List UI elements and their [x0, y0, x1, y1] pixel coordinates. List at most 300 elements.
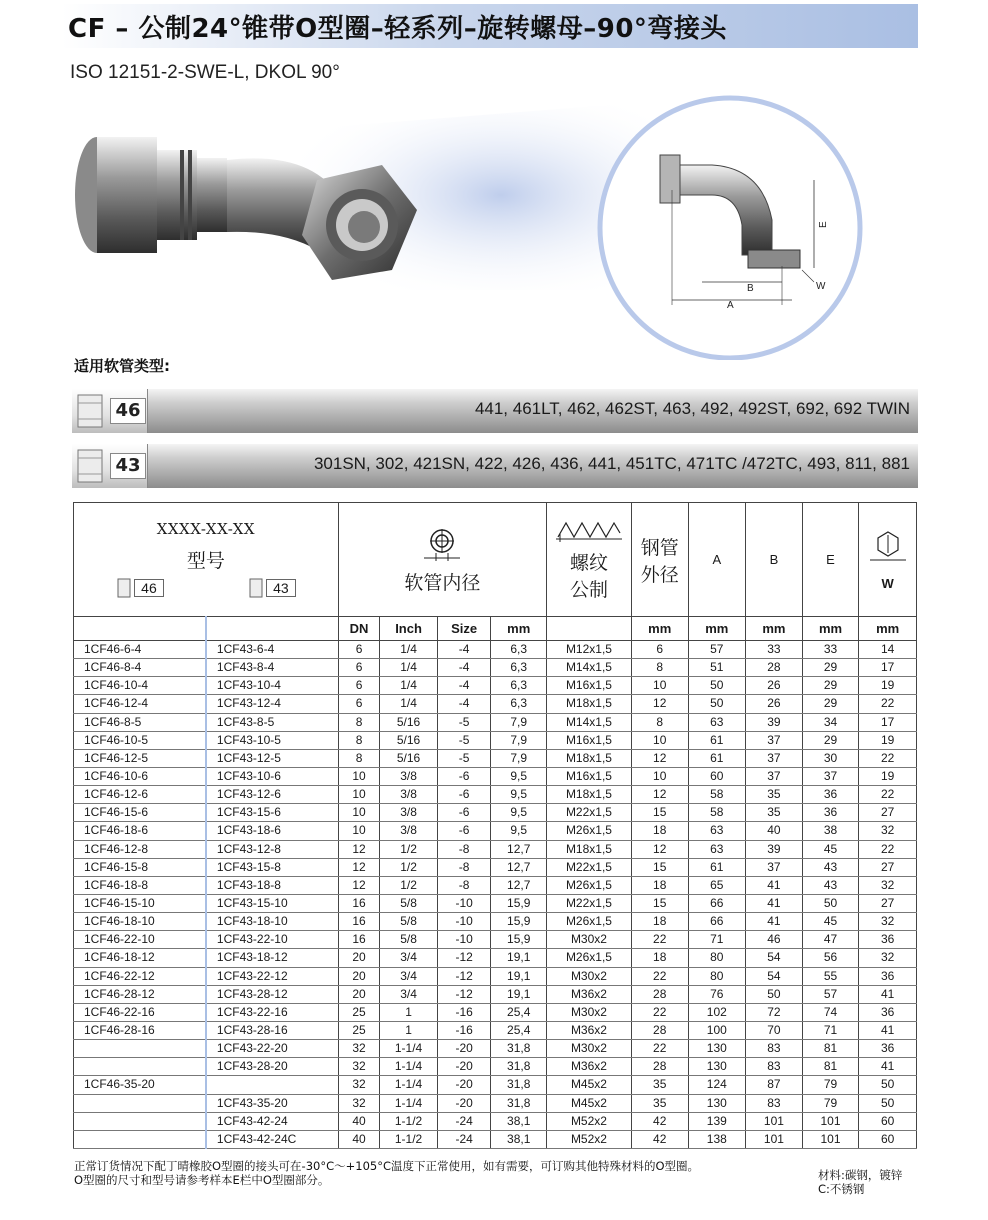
table-cell: 12,7	[491, 858, 547, 876]
model-label: 型号	[186, 551, 225, 572]
footer-note	[74, 1159, 699, 1187]
table-cell: 1CF43-10-5	[206, 731, 338, 749]
table-cell: 25	[338, 1003, 379, 1021]
table-row	[74, 858, 917, 876]
table-cell: 3/4	[380, 949, 438, 967]
table-cell: 10	[338, 822, 379, 840]
table-cell: 43	[802, 858, 859, 876]
table-row	[74, 967, 917, 985]
table-cell: 10	[338, 767, 379, 785]
table-row	[74, 822, 917, 840]
table-cell: 1CF46-12-8	[74, 840, 206, 858]
table-cell: 130	[688, 1040, 746, 1058]
table-cell: 22	[859, 749, 917, 767]
table-cell: -24	[437, 1112, 491, 1130]
table-cell: 6,3	[491, 641, 547, 659]
table-cell: M36x2	[547, 1058, 632, 1076]
hose-id-label: 软管内径	[404, 572, 481, 594]
table-cell: 35	[631, 1076, 688, 1094]
table-cell: M22x1,5	[547, 858, 632, 876]
table-cell: 76	[688, 985, 746, 1003]
table-row	[74, 913, 917, 931]
table-cell: 37	[746, 749, 803, 767]
table-cell: 54	[746, 949, 803, 967]
table-cell: 27	[859, 858, 917, 876]
table-cell: 101	[802, 1112, 859, 1130]
hose-section-label: 适用软管类型:	[74, 357, 170, 375]
table-cell: 55	[802, 967, 859, 985]
table-cell: 15,9	[491, 931, 547, 949]
table-cell: 3/8	[380, 822, 438, 840]
table-cell: 7,9	[491, 749, 547, 767]
table-cell: M14x1,5	[547, 713, 632, 731]
table-row	[74, 876, 917, 894]
table-cell: 1	[380, 1021, 438, 1039]
hose-bar-46	[72, 389, 918, 433]
table-cell: 18	[631, 822, 688, 840]
table-cell: 101	[802, 1130, 859, 1148]
table-cell: 29	[802, 695, 859, 713]
table-cell: 6	[338, 695, 379, 713]
table-cell: 63	[688, 713, 746, 731]
table-cell: -12	[437, 949, 491, 967]
fitting-icon	[72, 444, 110, 488]
table-cell: 8	[338, 749, 379, 767]
table-cell: 63	[688, 840, 746, 858]
table-cell: 19,1	[491, 985, 547, 1003]
table-cell: 101	[746, 1130, 803, 1148]
table-cell: 1CF43-12-5	[206, 749, 338, 767]
table-cell: 15,9	[491, 913, 547, 931]
table-cell: 50	[859, 1094, 917, 1112]
table-cell: 6	[631, 641, 688, 659]
table-cell: 41	[859, 1058, 917, 1076]
unit-mm: mm	[491, 617, 547, 641]
table-cell: 16	[338, 931, 379, 949]
table-cell: 10	[631, 731, 688, 749]
table-row	[74, 931, 917, 949]
table-cell: 40	[338, 1112, 379, 1130]
table-cell: 1CF46-18-8	[74, 876, 206, 894]
table-cell: 25	[338, 1021, 379, 1039]
thread-label-1: 螺纹	[569, 553, 608, 574]
table-cell: 50	[688, 695, 746, 713]
col-a-header: A	[688, 503, 746, 617]
table-cell: 1CF46-28-12	[74, 985, 206, 1003]
table-cell: 51	[688, 659, 746, 677]
table-cell: 22	[631, 1003, 688, 1021]
table-cell: 83	[746, 1094, 803, 1112]
table-cell: 5/16	[380, 749, 438, 767]
table-cell	[206, 1076, 338, 1094]
table-cell: 15	[631, 804, 688, 822]
table-cell: 28	[631, 985, 688, 1003]
table-cell: 72	[746, 1003, 803, 1021]
table-cell: 12	[338, 840, 379, 858]
footer-note-line2: O型圈的尺寸和型号请参考样本E栏中O型圈部分。	[74, 1173, 330, 1187]
table-cell: 38	[802, 822, 859, 840]
table-row	[74, 1021, 917, 1039]
table-cell: 1-1/4	[380, 1058, 438, 1076]
table-cell: 1CF43-8-5	[206, 713, 338, 731]
table-cell: 46	[746, 931, 803, 949]
table-cell: 16	[338, 913, 379, 931]
table-cell: 3/4	[380, 967, 438, 985]
table-cell: 1/4	[380, 677, 438, 695]
table-cell: 22	[859, 840, 917, 858]
table-cell: 22	[631, 1040, 688, 1058]
tube-od-label-2: 外径	[640, 564, 679, 586]
table-cell: 57	[688, 641, 746, 659]
dim-a-label: A	[727, 300, 734, 311]
table-cell: -4	[437, 695, 491, 713]
table-cell: 1CF46-22-12	[74, 967, 206, 985]
table-cell: 15,9	[491, 894, 547, 912]
table-cell: 1CF43-12-4	[206, 695, 338, 713]
table-cell: 6	[338, 659, 379, 677]
table-cell: 1CF46-10-6	[74, 767, 206, 785]
page-subtitle: ISO 12151-2-SWE-L, DKOL 90°	[70, 62, 340, 83]
table-cell: 66	[688, 894, 746, 912]
table-cell: 12,7	[491, 876, 547, 894]
table-body	[74, 641, 917, 1149]
table-cell: 6,3	[491, 659, 547, 677]
table-cell: 1CF43-15-10	[206, 894, 338, 912]
model-code: XXXX-XX-XX	[156, 520, 256, 538]
table-cell: M30x2	[547, 931, 632, 949]
table-cell: -6	[437, 786, 491, 804]
table-cell: 32	[338, 1076, 379, 1094]
table-cell: M30x2	[547, 1040, 632, 1058]
table-cell: 1CF43-28-16	[206, 1021, 338, 1039]
table-cell: 32	[859, 822, 917, 840]
table-cell: 3/8	[380, 786, 438, 804]
table-cell: -6	[437, 822, 491, 840]
table-cell: 1CF46-15-8	[74, 858, 206, 876]
table-cell: 57	[802, 985, 859, 1003]
table-cell: 5/8	[380, 913, 438, 931]
table-cell: 1CF43-6-4	[206, 641, 338, 659]
table-cell: 12	[631, 749, 688, 767]
hose-bar-43	[72, 444, 918, 488]
table-cell: 58	[688, 804, 746, 822]
table-cell: 1CF46-35-20	[74, 1076, 206, 1094]
table-cell: 50	[859, 1076, 917, 1094]
table-row	[74, 1003, 917, 1021]
thread-icon	[554, 517, 624, 543]
table-unit-row	[74, 617, 917, 641]
unit-e-mm: mm	[802, 617, 859, 641]
table-cell: 27	[859, 804, 917, 822]
table-cell: 3/8	[380, 804, 438, 822]
table-cell: 50	[802, 894, 859, 912]
tube-od-label-1: 钢管	[640, 537, 679, 559]
table-cell: 16	[338, 894, 379, 912]
table-cell: 1CF46-28-16	[74, 1021, 206, 1039]
table-cell: M26x1,5	[547, 876, 632, 894]
hose-code: 43	[110, 453, 146, 479]
table-cell: 139	[688, 1112, 746, 1130]
table-cell: 1CF46-10-4	[74, 677, 206, 695]
fitting-icon	[72, 389, 110, 433]
table-cell: 1CF46-10-5	[74, 731, 206, 749]
table-cell: 1CF46-18-12	[74, 949, 206, 967]
table-cell: 1/2	[380, 840, 438, 858]
table-cell: 3/4	[380, 985, 438, 1003]
tube-od-header	[631, 503, 688, 617]
table-cell: 15	[631, 858, 688, 876]
table-cell: 32	[859, 876, 917, 894]
table-row	[74, 1112, 917, 1130]
table-cell: 79	[802, 1094, 859, 1112]
table-cell: -16	[437, 1021, 491, 1039]
table-cell: -10	[437, 931, 491, 949]
table-cell: M26x1,5	[547, 949, 632, 967]
table-cell: 22	[631, 931, 688, 949]
table-cell: 30	[802, 749, 859, 767]
table-cell: 38,1	[491, 1130, 547, 1148]
table-cell: 1CF43-12-6	[206, 786, 338, 804]
table-cell: 41	[746, 894, 803, 912]
table-cell: 70	[746, 1021, 803, 1039]
table-cell: M14x1,5	[547, 659, 632, 677]
dim-e-label: E	[818, 221, 829, 228]
table-cell: 6,3	[491, 677, 547, 695]
table-cell: 9,5	[491, 767, 547, 785]
table-cell: -20	[437, 1094, 491, 1112]
table-cell: -10	[437, 894, 491, 912]
table-cell: 8	[631, 659, 688, 677]
col-w-label: W	[881, 575, 894, 591]
table-cell: 36	[859, 967, 917, 985]
table-cell: 83	[746, 1040, 803, 1058]
table-cell: 1CF46-18-10	[74, 913, 206, 931]
table-cell: 1/2	[380, 858, 438, 876]
table-cell: 17	[859, 659, 917, 677]
col-e-header: E	[802, 503, 859, 617]
table-cell: 39	[746, 840, 803, 858]
table-cell: -4	[437, 641, 491, 659]
unit-b-mm: mm	[746, 617, 803, 641]
table-cell: 1CF43-18-10	[206, 913, 338, 931]
table-cell: 41	[746, 913, 803, 931]
table-cell: 5/16	[380, 713, 438, 731]
table-cell: 1CF46-18-6	[74, 822, 206, 840]
hose-list: 301SN, 302, 421SN, 422, 426, 436, 441, 451TC, 471TC /472TC, 493, 811, 881	[313, 454, 910, 473]
table-cell: -20	[437, 1076, 491, 1094]
table-cell: M30x2	[547, 967, 632, 985]
table-cell: 6	[338, 641, 379, 659]
thread-label-2: 公制	[569, 580, 608, 601]
product-illustration	[62, 90, 922, 360]
model-tag-43: 43	[248, 577, 296, 599]
table-cell: 18	[631, 876, 688, 894]
table-cell: 9,5	[491, 804, 547, 822]
table-cell: 40	[746, 822, 803, 840]
table-cell: 1/4	[380, 659, 438, 677]
table-cell: -8	[437, 876, 491, 894]
table-cell: 58	[688, 786, 746, 804]
table-cell: 1	[380, 1003, 438, 1021]
table-cell: 41	[859, 985, 917, 1003]
table-row	[74, 1076, 917, 1094]
thread-header	[547, 503, 632, 617]
table-cell: 60	[859, 1130, 917, 1148]
table-cell: -4	[437, 677, 491, 695]
unit-inch: Inch	[380, 617, 438, 641]
table-cell	[74, 1040, 206, 1058]
table-cell: -10	[437, 913, 491, 931]
table-cell: 61	[688, 858, 746, 876]
table-cell: 5/8	[380, 894, 438, 912]
table-cell: 38,1	[491, 1112, 547, 1130]
table-cell: M16x1,5	[547, 731, 632, 749]
table-cell: M36x2	[547, 985, 632, 1003]
table-cell: -16	[437, 1003, 491, 1021]
table-cell: 35	[746, 804, 803, 822]
table-cell: -6	[437, 767, 491, 785]
table-cell: 41	[859, 1021, 917, 1039]
table-cell: 1CF46-8-4	[74, 659, 206, 677]
table-cell: 130	[688, 1094, 746, 1112]
table-cell: 22	[859, 786, 917, 804]
table-cell: 25,4	[491, 1003, 547, 1021]
table-cell: 36	[802, 804, 859, 822]
unit-w-mm: mm	[859, 617, 917, 641]
table-cell: 26	[746, 695, 803, 713]
table-cell: 41	[746, 876, 803, 894]
table-cell: 1CF43-22-16	[206, 1003, 338, 1021]
table-cell: 14	[859, 641, 917, 659]
table-cell: 28	[746, 659, 803, 677]
table-cell: -20	[437, 1040, 491, 1058]
table-cell: 28	[631, 1058, 688, 1076]
table-cell: M18x1,5	[547, 786, 632, 804]
table-row	[74, 641, 917, 659]
hose-id-header	[338, 503, 546, 617]
table-row	[74, 659, 917, 677]
table-cell: 27	[859, 894, 917, 912]
table-cell: 50	[688, 677, 746, 695]
material-line2: C:不锈钢	[818, 1182, 865, 1196]
table-cell: 1/2	[380, 876, 438, 894]
table-cell: 5/16	[380, 731, 438, 749]
table-cell: 66	[688, 913, 746, 931]
table-cell: 65	[688, 876, 746, 894]
table-cell: 31,8	[491, 1058, 547, 1076]
table-row	[74, 1058, 917, 1076]
table-cell: 28	[631, 1021, 688, 1039]
table-cell: 71	[802, 1021, 859, 1039]
table-cell: 1CF46-22-10	[74, 931, 206, 949]
table-cell: 18	[631, 949, 688, 967]
table-row	[74, 894, 917, 912]
table-cell: 39	[746, 713, 803, 731]
table-row	[74, 1040, 917, 1058]
table-cell: 43	[802, 876, 859, 894]
table-cell: 1CF46-15-6	[74, 804, 206, 822]
table-cell: M16x1,5	[547, 677, 632, 695]
table-cell: 1CF46-12-5	[74, 749, 206, 767]
table-cell: 9,5	[491, 822, 547, 840]
table-cell: 1CF43-18-12	[206, 949, 338, 967]
table-cell: 19	[859, 677, 917, 695]
table-cell: 1CF43-15-6	[206, 804, 338, 822]
table-cell: 1CF46-12-6	[74, 786, 206, 804]
table-cell: 12	[631, 786, 688, 804]
col-w-header	[859, 503, 917, 617]
table-cell: 29	[802, 731, 859, 749]
table-cell: M26x1,5	[547, 822, 632, 840]
table-cell: 47	[802, 931, 859, 949]
table-cell: 8	[338, 713, 379, 731]
table-cell: 71	[688, 931, 746, 949]
table-cell: 42	[631, 1112, 688, 1130]
table-cell: M12x1,5	[547, 641, 632, 659]
table-cell	[74, 1130, 206, 1148]
table-cell: 1CF43-18-6	[206, 822, 338, 840]
table-cell: 1CF43-10-6	[206, 767, 338, 785]
table-cell: 26	[746, 677, 803, 695]
table-cell: 1-1/2	[380, 1130, 438, 1148]
table-cell: M36x2	[547, 1021, 632, 1039]
table-cell: 83	[746, 1058, 803, 1076]
table-cell: 54	[746, 967, 803, 985]
table-cell: 63	[688, 822, 746, 840]
table-cell: 50	[746, 985, 803, 1003]
table-cell: 1/4	[380, 641, 438, 659]
table-cell: 33	[746, 641, 803, 659]
hose-cap	[72, 389, 148, 433]
table-row	[74, 1094, 917, 1112]
table-cell: 45	[802, 913, 859, 931]
table-cell: 20	[338, 985, 379, 1003]
table-cell: 124	[688, 1076, 746, 1094]
hose-cap	[72, 444, 148, 488]
table-cell: 32	[338, 1040, 379, 1058]
table-row	[74, 1130, 917, 1148]
material-line1: 材料:碳钢，镀锌	[818, 1168, 903, 1182]
hose-code: 46	[110, 398, 146, 424]
table-row	[74, 767, 917, 785]
table-cell: 20	[338, 967, 379, 985]
fitting-icon	[248, 577, 264, 599]
table-cell: 19,1	[491, 949, 547, 967]
hose-list: 441, 461LT, 462, 462ST, 463, 492, 492ST, 692, 692 TWIN	[474, 399, 910, 418]
table-cell: 17	[859, 713, 917, 731]
table-cell: 12	[338, 876, 379, 894]
table-cell: 100	[688, 1021, 746, 1039]
table-row	[74, 786, 917, 804]
table-cell	[74, 1058, 206, 1076]
table-cell: 1CF46-8-5	[74, 713, 206, 731]
model-tag-46: 46	[116, 577, 164, 599]
table-cell: 1CF43-10-4	[206, 677, 338, 695]
table-cell: 36	[802, 786, 859, 804]
table-cell: 1CF46-15-10	[74, 894, 206, 912]
table-cell: 1CF43-22-10	[206, 931, 338, 949]
table-cell: 9,5	[491, 786, 547, 804]
table-cell: 1CF43-42-24	[206, 1112, 338, 1130]
table-cell: 12	[338, 858, 379, 876]
table-cell: -12	[437, 985, 491, 1003]
table-cell: 37	[746, 731, 803, 749]
table-cell: 10	[338, 804, 379, 822]
table-cell: 80	[688, 967, 746, 985]
material-note	[818, 1168, 902, 1196]
table-cell: 74	[802, 1003, 859, 1021]
table-cell: M18x1,5	[547, 695, 632, 713]
